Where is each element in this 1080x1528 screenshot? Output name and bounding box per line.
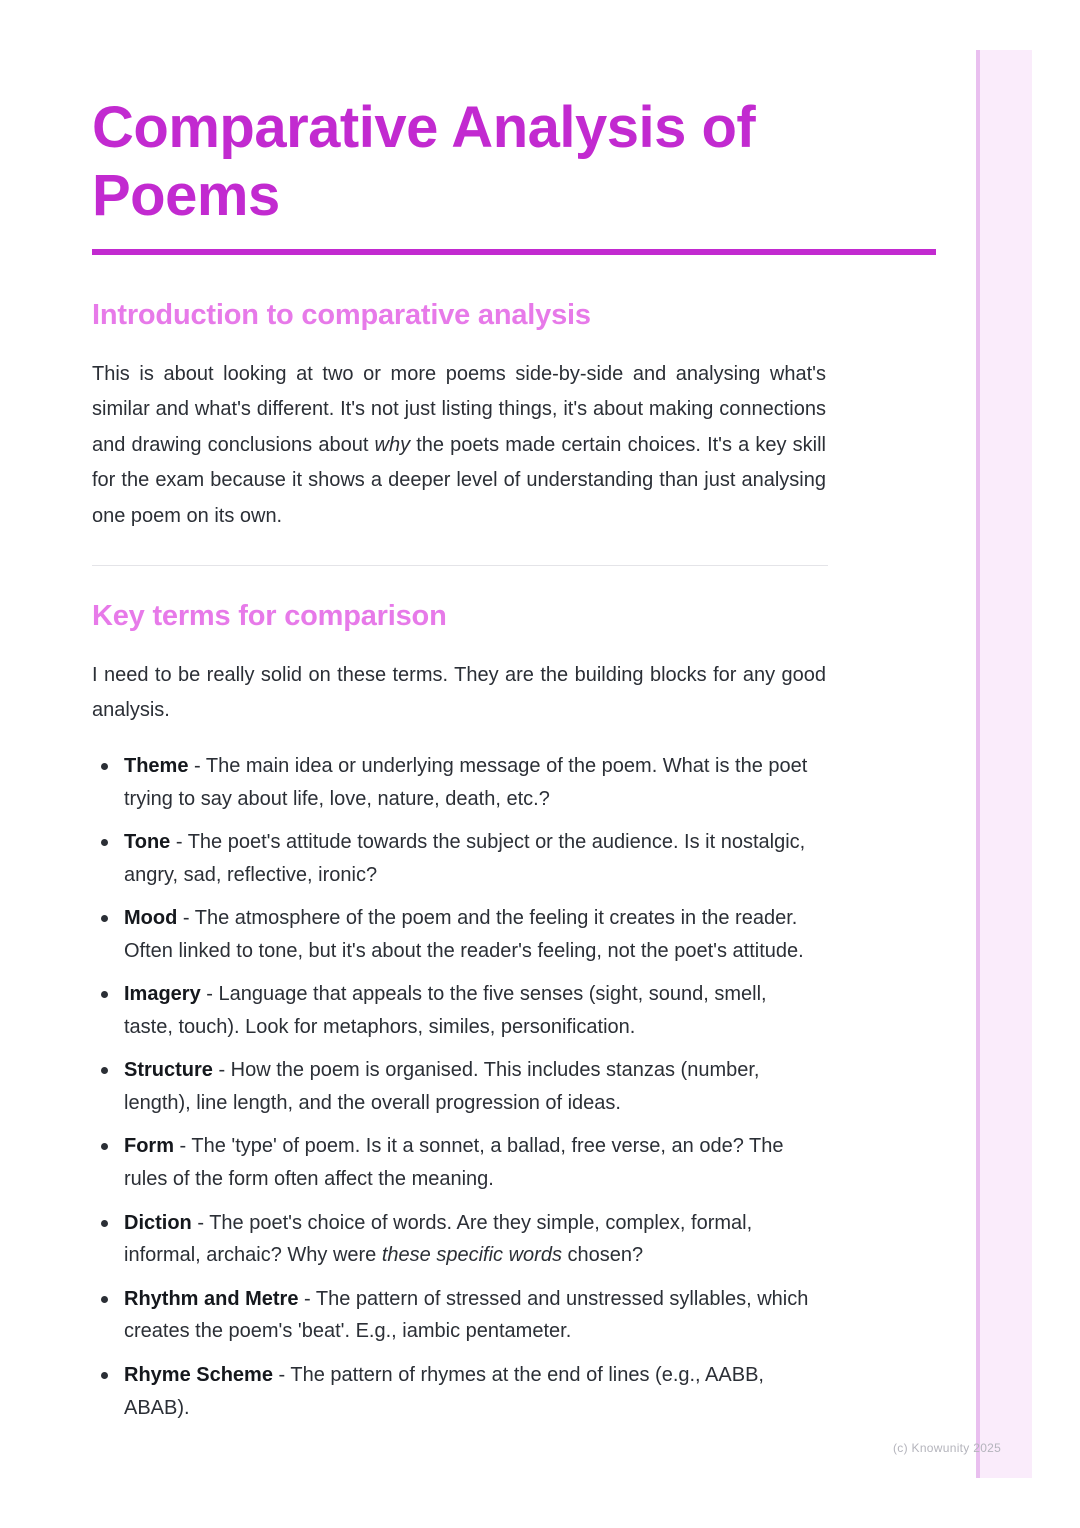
list-item [92, 1130, 812, 1196]
bullet-icon [101, 991, 108, 998]
term-name: Tone [124, 831, 171, 854]
bullet-icon [101, 839, 108, 846]
term-name: Mood [124, 907, 178, 930]
bullet-icon [101, 1143, 108, 1150]
bullet-icon [101, 915, 108, 922]
decorative-side-strip [976, 50, 1032, 1478]
section-heading-introduction: Introduction to comparative analysis [92, 299, 591, 331]
page-title: Comparative Analysis of Poems [92, 95, 756, 228]
list-item [92, 826, 812, 892]
term-description: - The 'type' of poem. Is it a sonnet, a ballad, free verse, an ode? The rules of the form often affect the meaning. [124, 1135, 784, 1191]
term-name: Rhythm and Metre [124, 1287, 299, 1310]
term-name: Rhyme Scheme [124, 1363, 273, 1386]
term-description: - The main idea or underlying message of the poem. What is the poet trying to say about life, love, nature, death, etc.? [124, 755, 808, 810]
emphasis-text: why [374, 433, 411, 456]
key-terms-intro-paragraph: I need to be really solid on these terms. They are the building blocks for any good analysis. [92, 664, 826, 722]
term-description: - The poet's attitude towards the subject or the audience. Is it nostalgic, angry, sad, reflective, ironic? [124, 831, 806, 886]
key-terms-list [92, 750, 812, 1435]
term-name: Structure [124, 1059, 213, 1082]
term-name: Diction [124, 1211, 192, 1234]
term-description: - The pattern of stressed and unstressed syllables, which creates the poem's 'beat'. E.g., iambic pentameter. [124, 1287, 809, 1343]
term-name: Form [124, 1135, 174, 1158]
copyright-footer: (c) Knowunity 2025 [893, 1441, 1002, 1455]
emphasis-text: these specific words [381, 1244, 562, 1267]
section-divider [92, 565, 828, 566]
term-description: - The pattern of rhymes at the end of lines (e.g., AABB, ABAB). [124, 1363, 764, 1419]
term-description: - Language that appeals to the five senses (sight, sound, smell, taste, touch). Look for metaphors, similes, personification. [124, 983, 767, 1039]
bullet-icon [101, 1220, 108, 1227]
term-description-end: chosen? [561, 1244, 644, 1267]
list-item [92, 1207, 812, 1273]
list-item [92, 902, 812, 968]
term-description: - How the poem is organised. This includes stanzas (number, length), line length, and the overall progression of ideas. [124, 1059, 760, 1115]
section-heading-key-terms: Key terms for comparison [92, 600, 447, 632]
bullet-icon [101, 1296, 108, 1303]
bullet-icon [101, 1067, 108, 1074]
list-item [92, 978, 812, 1044]
title-underline [92, 249, 936, 255]
term-name: Imagery [124, 983, 201, 1006]
list-item [92, 1359, 812, 1425]
bullet-icon [101, 763, 108, 770]
list-item [92, 1054, 812, 1120]
bullet-icon [101, 1372, 108, 1379]
term-description: - The atmosphere of the poem and the feeling it creates in the reader. Often linked to tone, but it's about the reader's feeling, not the poet's attitude. [124, 907, 804, 962]
list-item [92, 750, 812, 816]
term-description: - The poet's choice of words. Are they simple, complex, formal, informal, archaic? Why were [124, 1211, 753, 1267]
term-name: Theme [124, 755, 189, 777]
list-item [92, 1283, 812, 1349]
introduction-paragraph: This is about looking at two or more poems side-by-side and analysing what's similar and what's different. It's not just listing things, it's about making connections and drawing conclusions about why the poets made certain choices. It's a key skill for the exam because it shows a deeper level of understanding than just analysing one poem on its own. [92, 363, 826, 527]
